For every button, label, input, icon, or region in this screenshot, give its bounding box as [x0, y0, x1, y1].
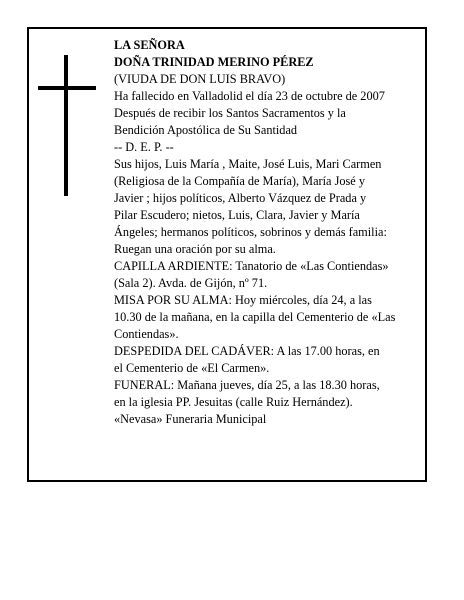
notice-line: Bendición Apostólica de Su Santidad — [114, 123, 298, 137]
cross-icon — [64, 55, 68, 196]
notice-line: Javier ; hijos políticos, Alberto Vázquez de Prada y — [114, 191, 367, 205]
notice-line: (VIUDA DE DON LUIS BRAVO) — [114, 72, 286, 86]
cross-icon-crossbar — [38, 86, 96, 90]
notice-line: -- D. E. P. -- — [114, 140, 174, 154]
notice-line: Contiendas». — [114, 327, 179, 341]
notice-line: Ha fallecido en Valladolid el día 23 de octubre de 2007 — [114, 89, 385, 103]
notice-line: Ángeles; hermanos políticos, sobrinos y demás familia: — [114, 225, 387, 239]
notice-line: CAPILLA ARDIENTE: Tanatorio de «Las Contiendas» — [114, 259, 389, 273]
notice-line: «Nevasa» Funeraria Municipal — [114, 412, 267, 426]
notice-line: Pilar Escudero; nietos, Luis, Clara, Javier y María — [114, 208, 360, 222]
notice-line: (Sala 2). Avda. de Gijón, nº 71. — [114, 276, 268, 290]
notice-line: MISA POR SU ALMA: Hoy miércoles, día 24, a las — [114, 293, 372, 307]
notice-line: FUNERAL: Mañana jueves, día 25, a las 18.30 horas, — [114, 378, 380, 392]
notice-title-line-1: LA SEÑORA — [114, 38, 185, 52]
notice-title-line-2: DOÑA TRINIDAD MERINO PÉREZ — [114, 55, 314, 69]
notice-line: 10.30 de la mañana, en la capilla del Cementerio de «Las — [114, 310, 396, 324]
notice-line: Ruegan una oración por su alma. — [114, 242, 276, 256]
notice-line: el Cementerio de «El Carmen». — [114, 361, 270, 375]
obituary-text-block — [114, 37, 432, 428]
notice-line: (Religiosa de la Compañía de María), María José y — [114, 174, 365, 188]
notice-line: Sus hijos, Luis María , Maite, José Luis, Mari Carmen — [114, 157, 382, 171]
notice-line: DESPEDIDA DEL CADÁVER: A las 17.00 horas, en — [114, 344, 380, 358]
notice-line: en la iglesia PP. Jesuitas (calle Ruiz Hernández). — [114, 395, 353, 409]
notice-line: Después de recibir los Santos Sacramentos y la — [114, 106, 346, 120]
